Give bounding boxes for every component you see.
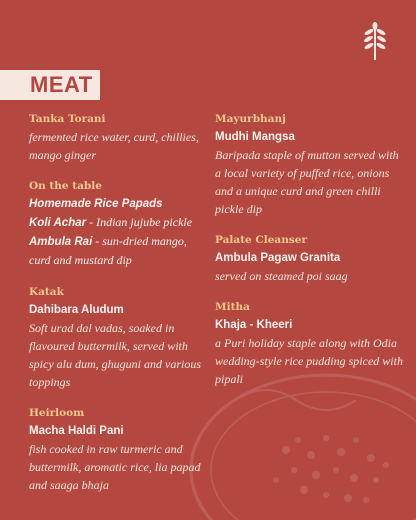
section-mitha	[215, 300, 407, 388]
section-label: Tanka Torani	[29, 113, 106, 125]
section-label: Palate Cleanser	[215, 234, 307, 246]
left-column	[29, 112, 209, 509]
dish-name: Dahibara Aludum	[29, 304, 124, 316]
section-on-the-table	[29, 179, 209, 270]
table-item	[29, 195, 209, 213]
dish-description: served on steamed poi saag	[215, 269, 348, 283]
dish-name: Mudhi Mangsa	[215, 131, 295, 143]
section-label: Mitha	[215, 301, 250, 313]
section-label: On the table	[29, 180, 102, 192]
section-tanka-torani	[29, 112, 209, 164]
section-label: Mayurbhanj	[215, 113, 286, 125]
section-mayurbhanj	[215, 112, 407, 218]
dish-description: fish cooked in raw turmeric and buttermilk, aromatic rice, lia papad and saaga bhaja	[29, 442, 201, 492]
section-palate-cleanser	[215, 233, 407, 285]
table-item	[29, 232, 209, 270]
leaf-sprig-icon	[364, 22, 386, 60]
dish-description: a Puri holiday staple along with Odia wedding-style rice pudding spiced with pipali	[215, 336, 403, 386]
page-title: MEAT	[30, 72, 93, 97]
section-heirloom	[29, 406, 209, 494]
table-item-desc: - sun-dried mango, curd and mustard dip	[29, 234, 187, 267]
dish-name: Khaja - Kheeri	[215, 319, 293, 331]
section-label: Heirloom	[29, 407, 85, 419]
right-column	[215, 112, 407, 403]
dish-description: Baripada staple of mutton served with a local variety of puffed rice, onions and a unique curd and green chilli pickle dip	[215, 148, 399, 216]
section-katak	[29, 285, 209, 391]
table-item-name: Homemade Rice Papads	[29, 198, 163, 210]
dish-description: Soft urad dal vadas, soaked in flavoured buttermilk, served with spicy alu dum, ghuguni and various toppings	[29, 321, 201, 389]
dish-name: Macha Haldi Pani	[29, 425, 124, 437]
table-item-name: Ambula Rai	[29, 236, 93, 248]
table-item-name: Koli Achar	[29, 217, 87, 229]
table-item-desc: - Indian jujube pickle	[86, 215, 193, 229]
table-item	[29, 213, 209, 232]
dish-name: Ambula Pagaw Granita	[215, 252, 341, 264]
section-label: Katak	[29, 286, 64, 298]
title-banner	[0, 70, 100, 100]
dish-description: fermented rice water, curd, chillies, mango ginger	[29, 130, 199, 162]
